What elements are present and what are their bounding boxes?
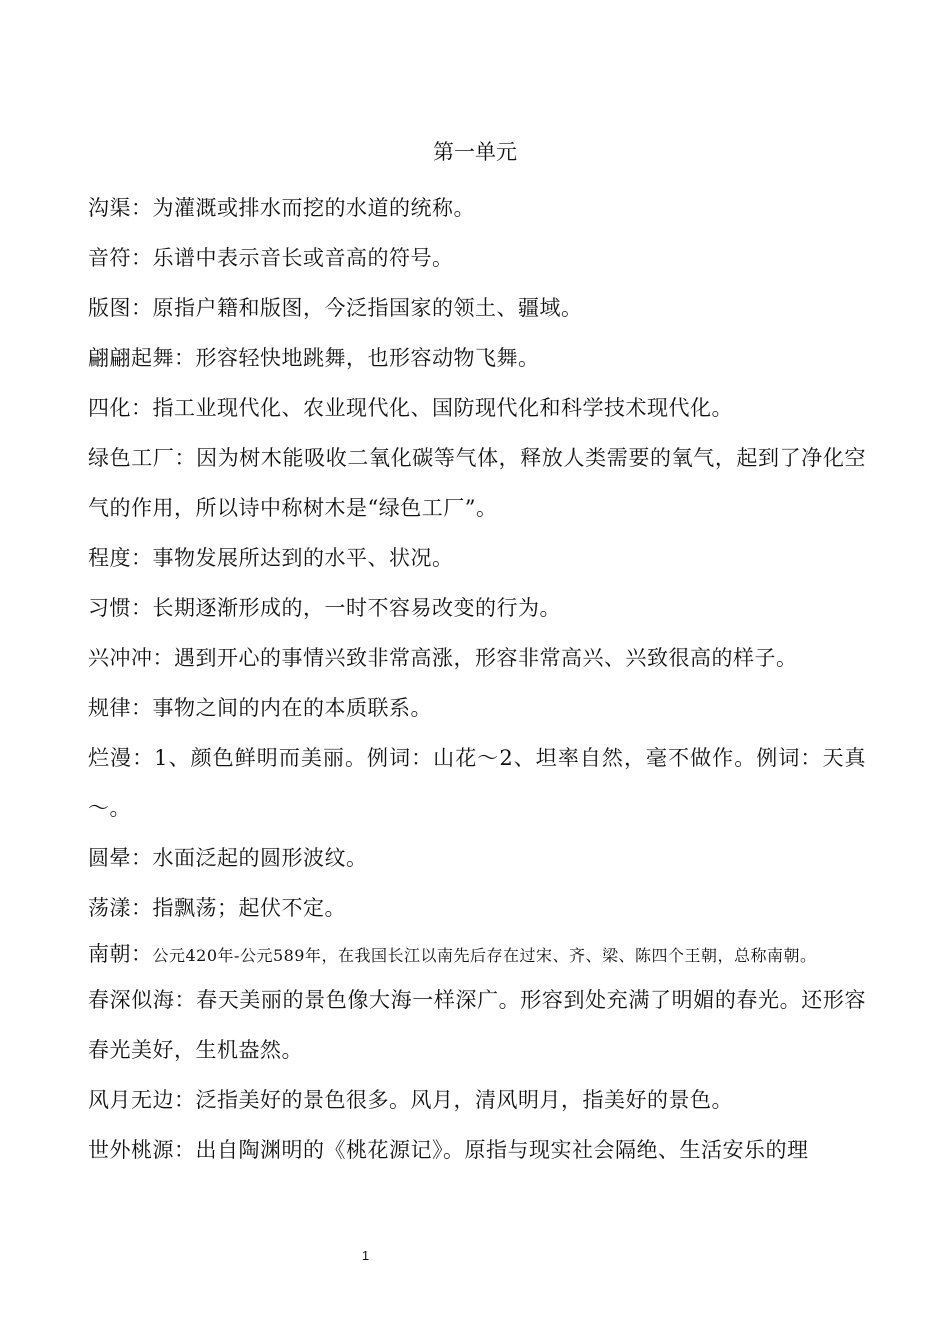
- entry-term: 绿色工厂：: [88, 446, 197, 470]
- entry-definition: 形容轻快地跳舞，也形容动物飞舞。: [195, 346, 540, 370]
- glossary-entry: [88, 233, 866, 283]
- entry-term: 音符：: [88, 246, 153, 270]
- entry-definition: 原指户籍和版图，今泛指国家的领土、疆域。: [152, 296, 583, 320]
- entry-term: 世外桃源：: [88, 1138, 196, 1162]
- glossary-entry: [88, 183, 866, 233]
- glossary-entry: [88, 975, 866, 1075]
- glossary-entry: [88, 283, 866, 333]
- entry-definition: 泛指美好的景色很多。风月，清风明月，指美好的景色。: [195, 1088, 733, 1112]
- glossary-entry: [88, 941, 866, 969]
- entry-definition: 遇到开心的事情兴致非常高涨，形容非常高兴、兴致很高的样子。: [174, 646, 798, 670]
- glossary-entry: [88, 633, 866, 683]
- entry-term: 南朝：: [88, 942, 153, 966]
- glossary-entry: [88, 733, 866, 833]
- entry-term: 兴冲冲：: [88, 646, 174, 670]
- glossary-entry: [88, 1125, 866, 1175]
- entry-definition: 出自陶渊明的《桃花源记》。原指与现实社会隔绝、生活安乐的理: [195, 1138, 809, 1162]
- glossary-entry: [88, 533, 866, 583]
- entry-definition: 指工业现代化、农业现代化、国防现代化和科学技术现代化。: [152, 396, 733, 420]
- glossary-list: [88, 183, 866, 1175]
- entry-definition: 春天美丽的景色像大海一样深广。形容到处充满了明媚的春光。还形容春光美好，生机盎然。: [88, 988, 867, 1062]
- glossary-entry: [88, 333, 866, 383]
- entry-term: 四化：: [88, 396, 153, 420]
- entry-definition: 因为树木能吸收二氧化碳等气体，释放人类需要的氧气，起到了净化空气的作用，所以诗中称树木是“绿色工厂”。: [88, 446, 867, 520]
- entry-definition: 事物发展所达到的水平、状况。: [152, 546, 454, 570]
- glossary-entry: [88, 383, 866, 433]
- page-number: 1: [361, 1248, 370, 1263]
- entry-definition: 长期逐渐形成的，一时不容易改变的行为。: [152, 596, 561, 620]
- glossary-entry: [88, 583, 866, 633]
- entry-term: 版图：: [88, 296, 153, 320]
- glossary-entry: [88, 683, 866, 733]
- entry-term: 翩翩起舞：: [88, 346, 196, 370]
- entry-definition: 事物之间的内在的本质联系。: [152, 696, 432, 720]
- entry-term: 规律：: [88, 696, 153, 720]
- entry-definition: 1、颜色鲜明而美丽。例词：山花～2、坦率自然，毫不做作。例词：天真～。: [88, 746, 866, 820]
- glossary-entry: [88, 883, 866, 933]
- entry-definition: 指飘荡；起伏不定。: [152, 896, 346, 920]
- entry-definition: 为灌溉或排水而挖的水道的统称。: [152, 196, 475, 220]
- page-title: 第一单元: [433, 140, 517, 164]
- entry-term: 风月无边：: [88, 1088, 196, 1112]
- entry-term: 圆晕：: [88, 846, 153, 870]
- entry-definition: 乐谱中表示音长或音高的符号。: [152, 246, 454, 270]
- entry-term: 春深似海：: [88, 988, 197, 1012]
- glossary-entry: [88, 833, 866, 883]
- entry-term: 习惯：: [88, 596, 153, 620]
- entry-term: 沟渠：: [88, 196, 153, 220]
- entry-term: 烂漫：: [88, 746, 155, 770]
- entry-definition: 水面泛起的圆形波纹。: [152, 846, 368, 870]
- glossary-entry: [88, 1075, 866, 1125]
- glossary-entry: [88, 433, 866, 533]
- entry-term: 荡漾：: [88, 896, 153, 920]
- entry-term: 程度：: [88, 546, 153, 570]
- entry-definition: 公元420年-公元589年，在我国长江以南先后存在过宋、齐、梁、陈四个王朝，总称南朝。: [152, 946, 817, 965]
